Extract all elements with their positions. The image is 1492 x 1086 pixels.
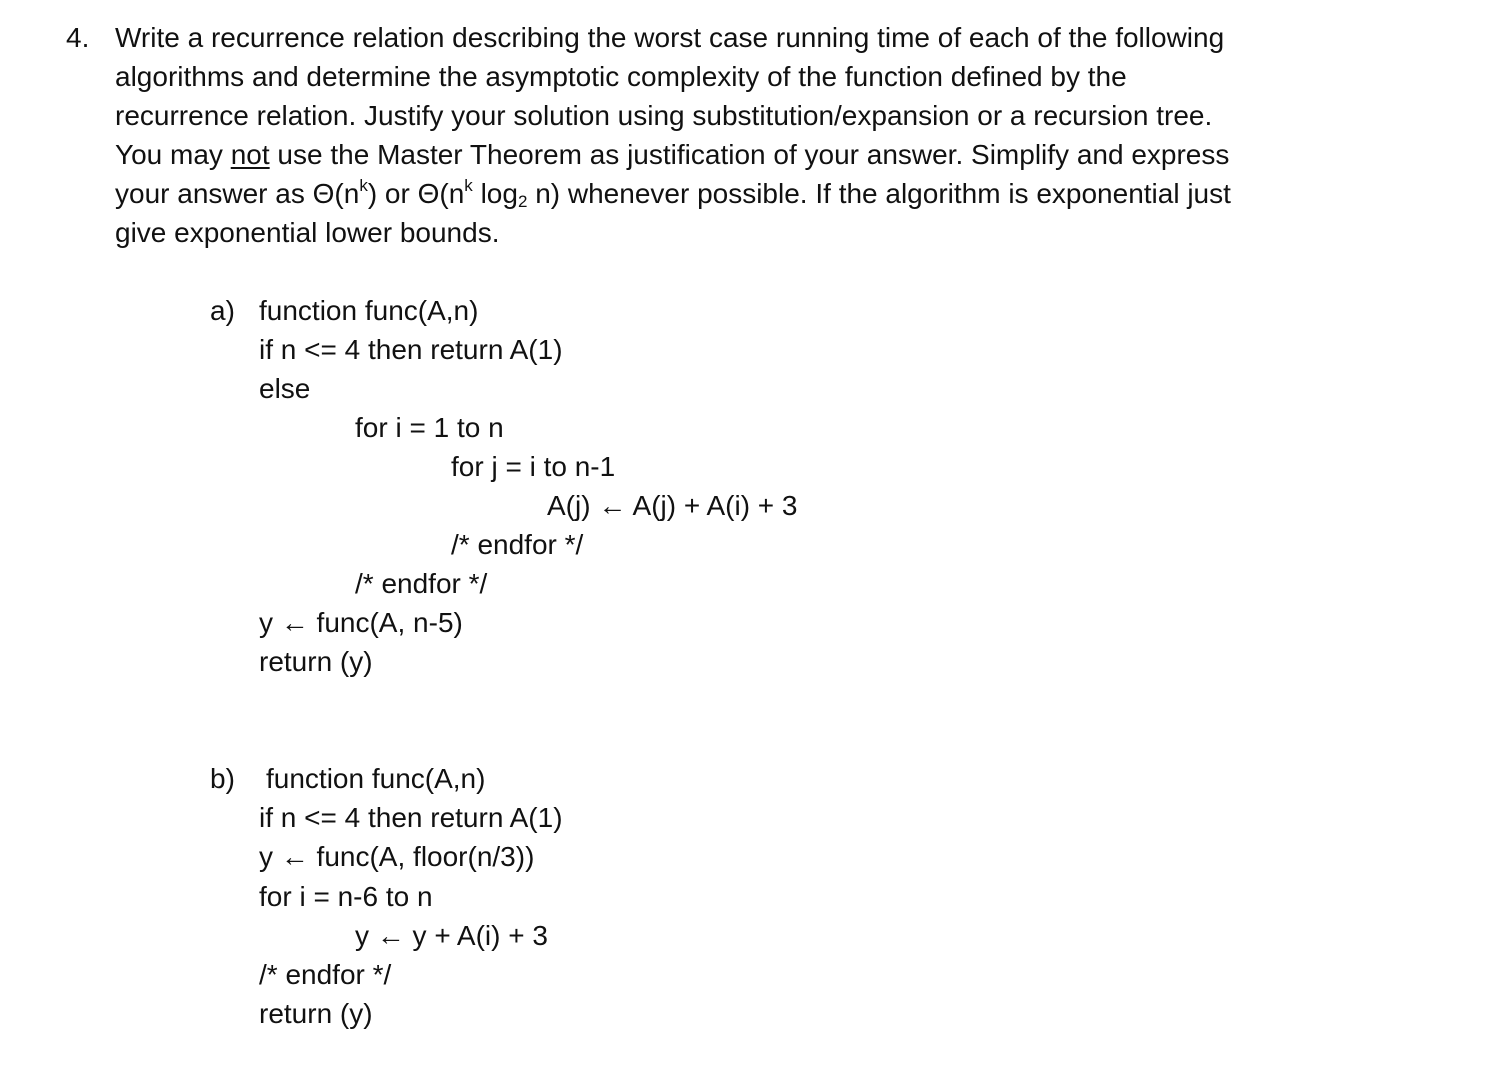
code-line: for i = 1 to n <box>355 412 504 443</box>
code-line: y ← y + A(i) + 3 <box>355 920 548 951</box>
underlined-not: not <box>230 139 270 170</box>
code-line: A(j) ← A(j) + A(i) + 3 <box>547 490 798 521</box>
subscript-2: 2 <box>517 192 528 211</box>
code-line: if n <= 4 then return A(1) <box>259 334 563 365</box>
code-line: for i = n-6 to n <box>259 881 433 912</box>
instruction-text: ) or Θ(n <box>367 178 465 209</box>
code-line: else <box>259 373 311 404</box>
instruction-line: give exponential lower bounds. <box>115 217 500 248</box>
code-line: return (y) <box>259 646 373 677</box>
code-line: /* endfor */ <box>259 959 392 990</box>
instruction-text: log <box>472 178 518 209</box>
code-line: return (y) <box>259 998 373 1029</box>
code-line: for j = i to n-1 <box>451 451 616 482</box>
question-number: 4. <box>66 22 90 53</box>
instruction-text: You may <box>115 139 231 170</box>
code-line: /* endfor */ <box>355 568 488 599</box>
code-line: if n <= 4 then return A(1) <box>259 802 563 833</box>
instruction-text: use the Master Theorem as justification of your answer. Simplify and express <box>269 139 1230 170</box>
instruction-line <box>115 135 1455 174</box>
instruction-line <box>115 174 1455 213</box>
code-line: /* endfor */ <box>451 529 584 560</box>
instruction-line: Write a recurrence relation describing the worst case running time of each of the following <box>115 22 1225 53</box>
part-a-label: a) <box>210 295 235 326</box>
question-instructions <box>115 18 1455 252</box>
code-line: function func(A,n) <box>266 763 486 794</box>
code-line: y ← func(A, n-5) <box>259 607 463 638</box>
instruction-line: recurrence relation. Justify your solution using substitution/expansion or a recursion tree. <box>115 100 1213 131</box>
instruction-text: n) whenever possible. If the algorithm is exponential just <box>527 178 1231 209</box>
instruction-text: your answer as Θ(n <box>115 178 360 209</box>
code-line: function func(A,n) <box>259 295 479 326</box>
instruction-line: algorithms and determine the asymptotic complexity of the function defined by the <box>115 61 1127 92</box>
part-b-label: b) <box>210 763 235 794</box>
superscript-k: k <box>359 176 368 195</box>
superscript-k: k <box>464 176 473 195</box>
code-line: y ← func(A, floor(n/3)) <box>259 841 535 872</box>
